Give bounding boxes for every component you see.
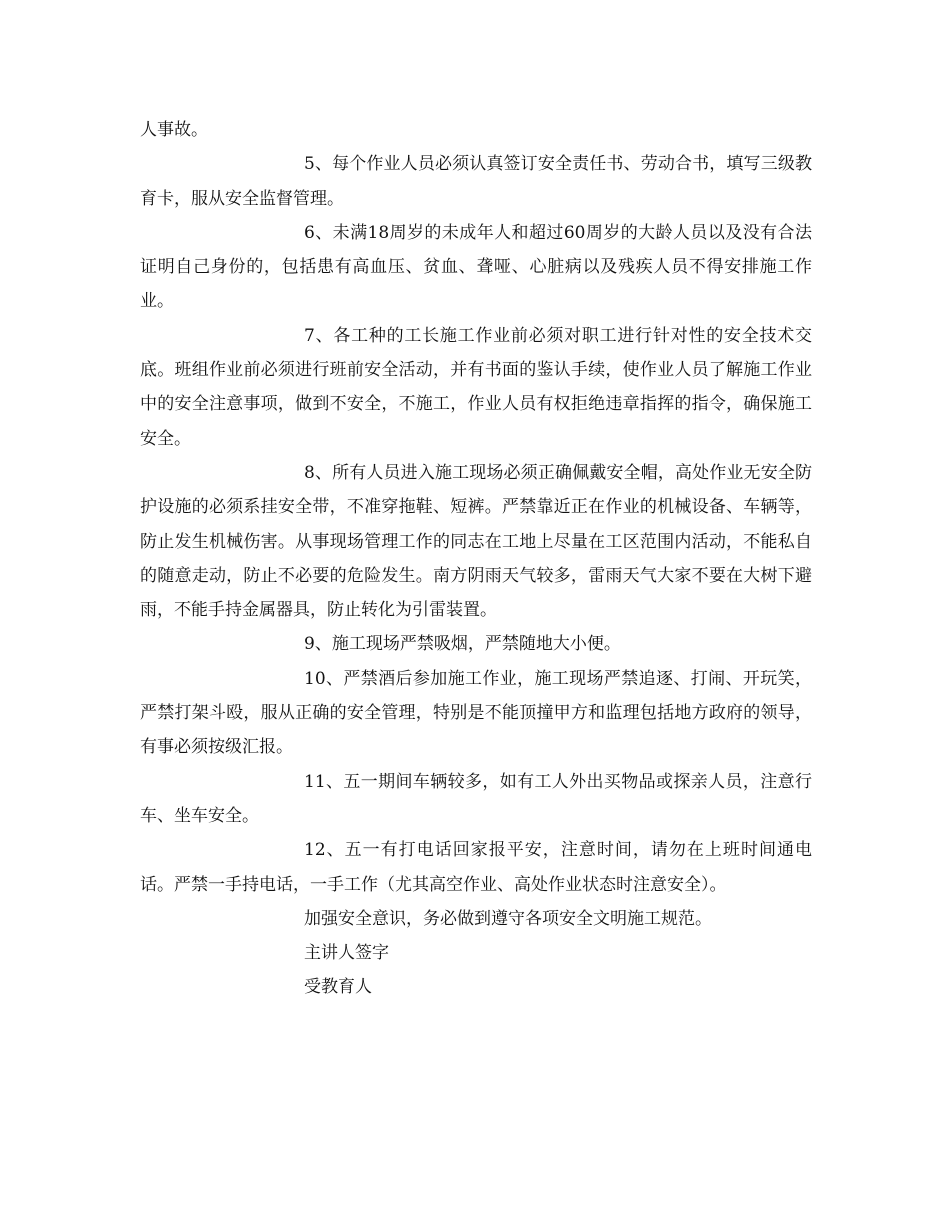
paragraph-item-9: 9、施工现场严禁吸烟，严禁随地大小便。 [304,634,621,655]
speaker-signature-label: 主讲人签字 [304,943,389,964]
paragraph-item-5: 5、每个作业人员必须认真签订安全责任书、劳动合书，填写三级教育卡，服从安全监督管理。 [140,154,812,209]
paragraph-item-10: 10、严禁酒后参加施工作业，施工现场严禁追逐、打闹、开玩笑，严禁打架斗殴，服从正确的安全管理，特别是不能顶撞甲方和监理包括地方政府的领导，有事必须按级汇报。 [140,668,812,758]
paragraph-item-12: 12、五一有打电话回家报平安，注意时间，请勿在上班时间通电话。严禁一手持电话，一手工作（尤其高空作业、高处作业状态时注意安全）。 [140,840,812,895]
document-body [140,113,812,1005]
paragraph-item-6: 6、未满18周岁的未成年人和超过60周岁的大龄人员以及没有合法证明自己身份的，包括患有高血压、贫血、聋哑、心脏病以及残疾人员不得安排施工作业。 [140,222,812,312]
closing-statement: 加强安全意识，务必做到遵守各项安全文明施工规范。 [304,908,712,929]
paragraph-item-8: 8、所有人员进入施工现场必须正确佩戴安全帽，高处作业无安全防护设施的必须系挂安全带，不准穿拖鞋、短裤。严禁靠近正在作业的机械设备、车辆等，防止发生机械伤害。从事现场管理工作的同志在工地上尽量在工区范围内活动，不能私自的随意走动，防止不必要的危险发生。南方阴雨天气较多，雷雨天气大家不要在大树下避雨，不能手持金属器具，防止转化为引雷装置。 [140,462,812,621]
paragraph-continuation: 人事故。 [140,120,208,140]
trainee-signature-label: 受教育人 [304,977,372,998]
paragraph-item-11: 11、五一期间车辆较多，如有工人外出买物品或探亲人员，注意行车、坐车安全。 [140,771,812,826]
paragraph-item-7: 7、各工种的工长施工作业前必须对职工进行针对性的安全技术交底。班组作业前必须进行班前安全活动，并有书面的鉴认手续，使作业人员了解施工作业中的安全注意事项，做到不安全，不施工，作业人员有权拒绝违章指挥的指令，确保施工安全。 [140,325,812,449]
